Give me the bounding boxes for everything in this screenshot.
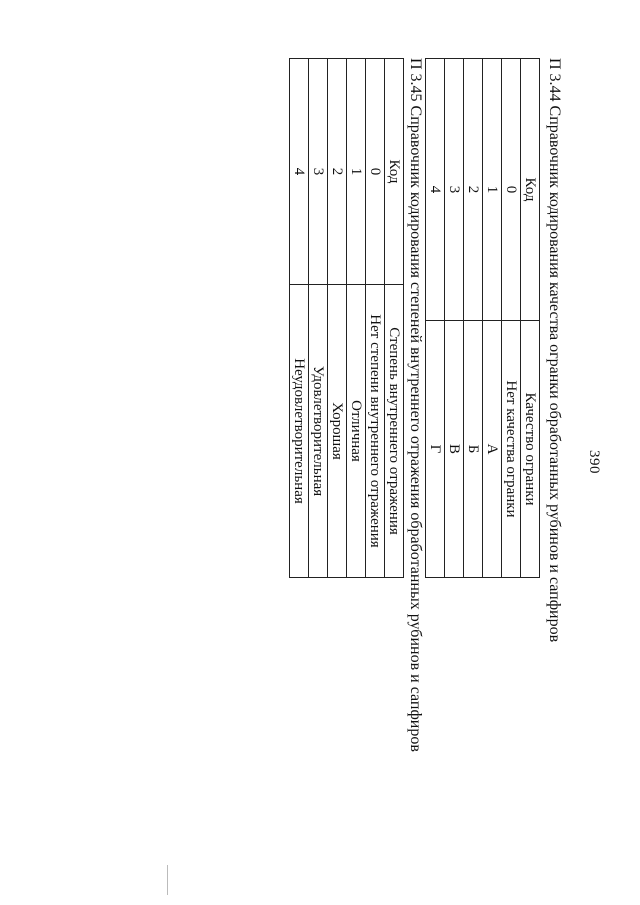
cell-value: Нет степени внутреннего отражения [366, 285, 385, 578]
table-header-row [385, 59, 404, 578]
cell-code: 1 [483, 59, 502, 321]
table2-caption: П 3.45 Справочник кодирования степеней внутреннего отражения обработанных рубинов и сапфиров [407, 58, 424, 752]
cell-code: 4 [290, 59, 309, 285]
header-code: Код [385, 59, 404, 285]
cell-code: 4 [426, 59, 445, 321]
table-row [483, 59, 502, 578]
cell-value: А [483, 321, 502, 578]
cut-quality-table [425, 58, 540, 578]
cell-value: Б [464, 321, 483, 578]
cell-value: В [445, 321, 464, 578]
cell-code: 3 [445, 59, 464, 321]
table-row [426, 59, 445, 578]
table-row [309, 59, 328, 578]
header-code: Код [521, 59, 540, 321]
table-row [445, 59, 464, 578]
cell-code: 3 [309, 59, 328, 285]
cell-value: Неудовлетворительная [290, 285, 309, 578]
cell-code: 0 [502, 59, 521, 321]
cell-value: Отличная [347, 285, 366, 578]
internal-reflection-table [289, 58, 404, 578]
table-header-row [521, 59, 540, 578]
table-row [502, 59, 521, 578]
cell-code: 0 [366, 59, 385, 285]
cell-value: Хорошая [328, 285, 347, 578]
cell-code: 2 [464, 59, 483, 321]
table-row [464, 59, 483, 578]
cell-value: Г [426, 321, 445, 578]
table1-caption: П 3.44 Справочник кодирования качества огранки обработанных рубинов и сапфиров [546, 58, 563, 643]
header-cut-quality: Качество огранки [521, 321, 540, 578]
cell-value: Удовлетворительная [309, 285, 328, 578]
table-row [290, 59, 309, 578]
table-row [366, 59, 385, 578]
header-reflection-degree: Степень внутреннего отражения [385, 285, 404, 578]
cell-code: 2 [328, 59, 347, 285]
scan-artifact-line [167, 865, 168, 895]
cell-value: Нет качества огранки [502, 321, 521, 578]
page-number: 390 [586, 450, 602, 474]
table-row [328, 59, 347, 578]
table-row [347, 59, 366, 578]
cell-code: 1 [347, 59, 366, 285]
